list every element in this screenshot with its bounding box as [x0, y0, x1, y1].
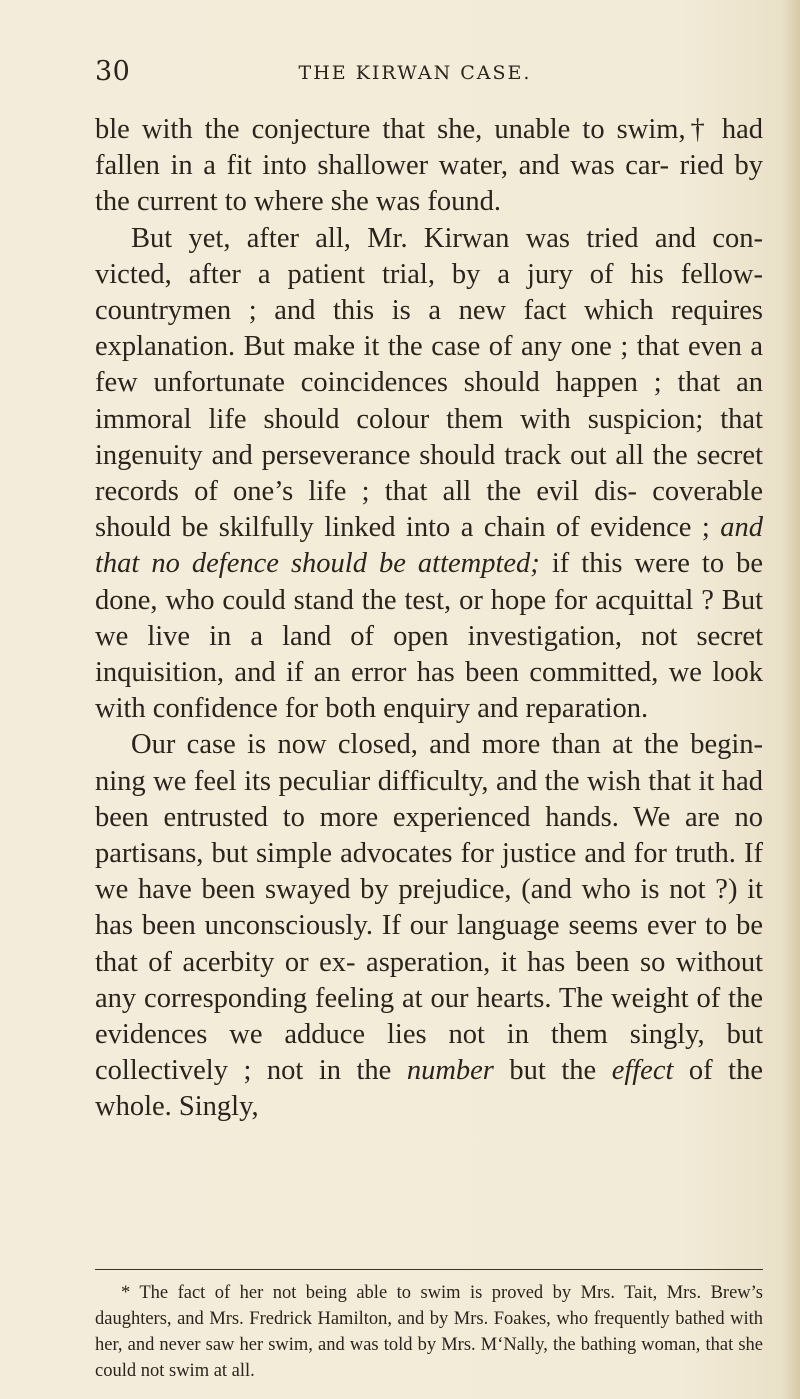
paragraph-3-italic-effect: effect	[611, 1055, 674, 1087]
paragraph-2-text-b: if this were to be done, who could stand the test, or hope for acquittal ? But we live in a land of open investigation, not secret inquisition, and if an error has been committed, we look with confidence for both enquiry and reparation.	[95, 548, 764, 725]
page-number: 30	[95, 56, 131, 87]
page-edge-shadow	[782, 0, 800, 1399]
paragraph-3	[95, 727, 763, 1125]
paragraph-2-italic: and that no defence should be attempted;	[95, 512, 763, 580]
footnote-rule	[95, 1269, 763, 1270]
body-text	[95, 112, 763, 1126]
paragraph-3-text-a: Our case is now closed, and more than at the begin- ning we feel its peculiar difficulty, and the wish that it had been entrusted to more experienced hands. We are no partisans, but simple advocates for justice and for truth. If we have been swayed by prejudice, (and who is not ?) it has been unconsciously. If our language seems ever to be that of acerbity or ex- asperation, it has been so without any corresponding feeling at our hearts. The weight of the evidences we adduce lies not in them singly, but collectively ; not in the	[95, 729, 763, 1087]
paragraph-2-text-a: But yet, after all, Mr. Kirwan was tried and con- victed, after a patient trial, by a jury of his fellow- countrymen ; and this is a new fact which requires explanation. But make it the case of any one ; that even a few unfortunate coincidences should happen ; that an immoral life should colour them with suspicion; that ingenuity and perseverance should track out all the secret records of one’s life ; that all the evil dis- coverable should be skilfully linked into a chain of evidence ;	[95, 222, 763, 544]
paragraph-1-text: ble with the conjecture that she, unable to swim,† had fallen in a fit into shallower water, and was car- ried by the current to where she was found.	[95, 114, 763, 218]
paragraph-3-italic-number: number	[406, 1055, 494, 1087]
footnote: * The fact of her not being able to swim is proved by Mrs. Tait, Mrs. Brew’s daughters, and Mrs. Fredrick Hamilton, and by Mrs. Foakes, who frequently bathed with her, and never saw her swim, and was told by Mrs. M‘Nally, the bathing woman, that she could not swim at all.	[95, 1283, 763, 1381]
paragraph-2	[95, 221, 763, 728]
running-title: THE KIRWAN CASE.	[298, 62, 532, 84]
paragraph-continued	[95, 112, 763, 221]
page-header	[95, 56, 735, 96]
paragraph-3-text-mid: but the	[493, 1055, 612, 1087]
paragraph-3-text-b: of the whole. Singly,	[95, 1055, 763, 1123]
